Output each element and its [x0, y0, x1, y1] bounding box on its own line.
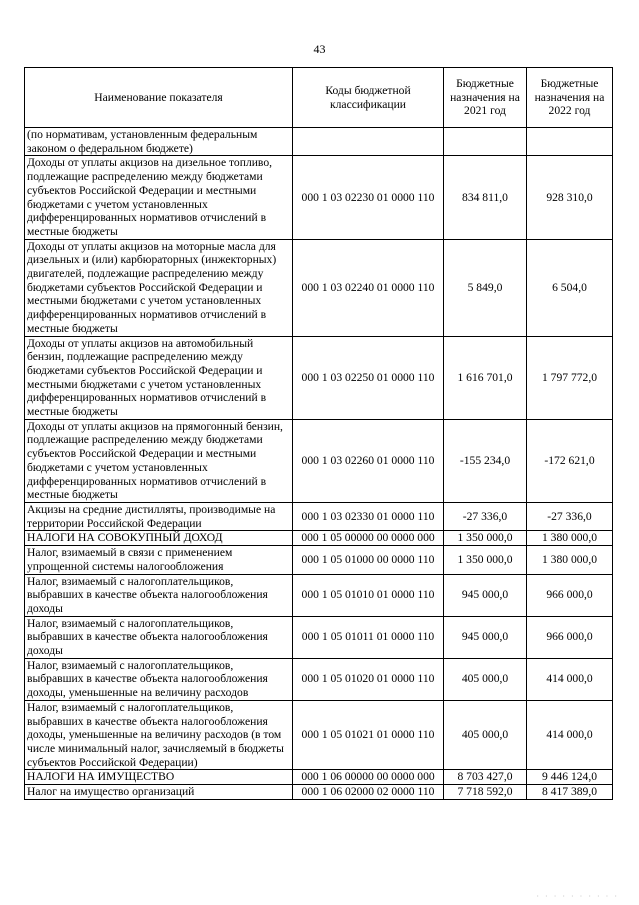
row-value-2021: 834 811,0	[444, 156, 527, 239]
table-row	[25, 658, 613, 700]
table-row	[25, 531, 613, 546]
table-row	[25, 502, 613, 530]
row-value-2021: -27 336,0	[444, 502, 527, 530]
row-name: Налог, взимаемый с налогоплательщиков, выбравших в качестве объекта налогообложения доходы, уменьшенные на величину расходов (в том числе минимальный налог, зачисляемый в бюджеты субъектов Российской Федерации)	[25, 700, 293, 770]
row-code: 000 1 06 02000 02 0000 110	[293, 785, 444, 800]
row-value-2022: 9 446 124,0	[527, 770, 613, 785]
row-value-2022: 1 380 000,0	[527, 546, 613, 574]
table-row	[25, 128, 613, 156]
table-row	[25, 770, 613, 785]
row-value-2021: 1 616 701,0	[444, 336, 527, 419]
page-number: 43	[313, 42, 326, 56]
row-name: Налог, взимаемый с налогоплательщиков, выбравших в качестве объекта налогообложения доходы	[25, 616, 293, 658]
row-name: Доходы от уплаты акцизов на дизельное топливо, подлежащие распределению между бюджетами субъектов Российской Федерации и местными бюджетами с учетом установленных дифференцированных нормативов отчислений в местные бюджеты	[25, 156, 293, 239]
table-row	[25, 546, 613, 574]
table-row	[25, 156, 613, 239]
row-value-2021: 945 000,0	[444, 574, 527, 616]
row-value-2021: 8 703 427,0	[444, 770, 527, 785]
row-name: (по нормативам, установленным федеральным законом о федеральном бюджете)	[25, 128, 293, 156]
row-name: Доходы от уплаты акцизов на прямогонный бензин, подлежащие распределению между бюджетами субъектов Российской Федерации и местными бюджетами с учетом установленных дифференцированных нормативов отчислений в местные бюджеты	[25, 419, 293, 502]
row-value-2021: 1 350 000,0	[444, 531, 527, 546]
row-value-2021	[444, 128, 527, 156]
row-value-2021: 5 849,0	[444, 239, 527, 336]
table-row	[25, 700, 613, 770]
row-code: 000 1 05 01021 01 0000 110	[293, 700, 444, 770]
header-code: Коды бюджетной классификации	[293, 68, 444, 128]
row-code: 000 1 05 01011 01 0000 110	[293, 616, 444, 658]
table-row	[25, 419, 613, 502]
table-row	[25, 239, 613, 336]
row-code: 000 1 03 02250 01 0000 110	[293, 336, 444, 419]
row-code: 000 1 06 00000 00 0000 000	[293, 770, 444, 785]
row-code: 000 1 05 01020 01 0000 110	[293, 658, 444, 700]
budget-table	[24, 67, 613, 800]
row-code: 000 1 05 01010 01 0000 110	[293, 574, 444, 616]
row-code: 000 1 03 02230 01 0000 110	[293, 156, 444, 239]
row-value-2022	[527, 128, 613, 156]
header-2022: Бюджетные назначения на 2022 год	[527, 68, 613, 128]
row-value-2022: 6 504,0	[527, 239, 613, 336]
row-value-2022: -27 336,0	[527, 502, 613, 530]
row-value-2022: 414 000,0	[527, 700, 613, 770]
header-2021: Бюджетные назначения на 2021 год	[444, 68, 527, 128]
row-code: 000 1 03 02330 01 0000 110	[293, 502, 444, 530]
row-name: НАЛОГИ НА ИМУЩЕСТВО	[25, 770, 293, 785]
row-name: Налог, взимаемый в связи с применением упрощенной системы налогообложения	[25, 546, 293, 574]
table-row	[25, 616, 613, 658]
row-value-2021: -155 234,0	[444, 419, 527, 502]
header-name: Наименование показателя	[25, 68, 293, 128]
row-value-2022: 1 380 000,0	[527, 531, 613, 546]
row-value-2022: 8 417 389,0	[527, 785, 613, 800]
row-name: Налог, взимаемый с налогоплательщиков, выбравших в качестве объекта налогообложения доходы	[25, 574, 293, 616]
row-value-2022: 966 000,0	[527, 574, 613, 616]
row-name: Налог, взимаемый с налогоплательщиков, выбравших в качестве объекта налогообложения доходы, уменьшенные на величину расходов	[25, 658, 293, 700]
row-code: 000 1 05 01000 00 0000 110	[293, 546, 444, 574]
row-value-2022: 1 797 772,0	[527, 336, 613, 419]
row-value-2022: -172 621,0	[527, 419, 613, 502]
row-name: Налог на имущество организаций	[25, 785, 293, 800]
row-value-2021: 1 350 000,0	[444, 546, 527, 574]
row-name: Акцизы на средние дистилляты, производимые на территории Российской Федерации	[25, 502, 293, 530]
row-name: Доходы от уплаты акцизов на моторные масла для дизельных и (или) карбюраторных (инжекторных) двигателей, подлежащие распределению между бюджетами субъектов Российской Федерации и местными бюджетами с учетом установленных дифференцированных нормативов отчислений в местные бюджеты	[25, 239, 293, 336]
table-header-row	[25, 68, 613, 128]
row-value-2021: 7 718 592,0	[444, 785, 527, 800]
row-name: НАЛОГИ НА СОВОКУПНЫЙ ДОХОД	[25, 531, 293, 546]
row-code: 000 1 03 02240 01 0000 110	[293, 239, 444, 336]
row-code: 000 1 05 00000 00 0000 000	[293, 531, 444, 546]
row-value-2022: 966 000,0	[527, 616, 613, 658]
table-body	[25, 128, 613, 800]
table-row	[25, 336, 613, 419]
row-value-2021: 405 000,0	[444, 658, 527, 700]
row-value-2021: 405 000,0	[444, 700, 527, 770]
row-value-2021: 945 000,0	[444, 616, 527, 658]
scan-artifact: · · · · · · · · · ·	[536, 892, 619, 901]
row-value-2022: 414 000,0	[527, 658, 613, 700]
row-code	[293, 128, 444, 156]
table-row	[25, 785, 613, 800]
table-row	[25, 574, 613, 616]
row-name: Доходы от уплаты акцизов на автомобильный бензин, подлежащие распределению между бюджетами субъектов Российской Федерации и местными бюджетами с учетом установленных дифференцированных нормативов отчислений в местные бюджеты	[25, 336, 293, 419]
row-code: 000 1 03 02260 01 0000 110	[293, 419, 444, 502]
row-value-2022: 928 310,0	[527, 156, 613, 239]
